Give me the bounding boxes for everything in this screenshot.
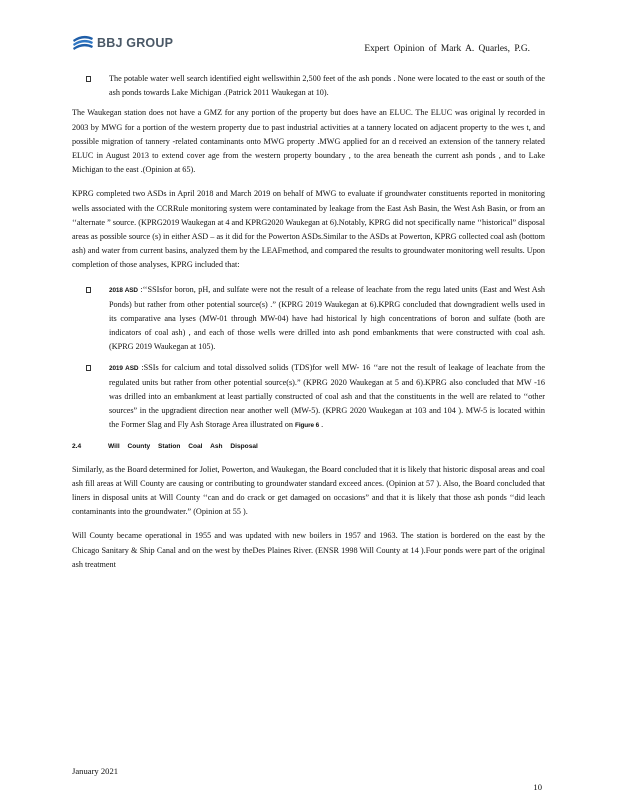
asd-text: :SSIs for calcium and total dissolved solids (TDS)for well MW- 16 ‘‘are not the result of leakage of leachate from the regulated units but rather from other potential source(s).” (KPRG 2020 Waukegan at 5 and 6).KPRG also concluded that MW -16 was drilled into an embankment at least partially constructed of coal ash and that the constituents in the well are related to ‘‘other sources” in the upgradient direction near another well (MW-5). (KPRG 2020 Waukegan at 103 and 104 ). MW-5 is located within the Former Slag and Fly Ash Storage Area illustrated on: [109, 362, 545, 430]
paragraph-eluc: The Waukegan station does not have a GMZ for any portion of the property but does have an ELUC. The ELUC was original ly recorded in 2003 by MWG for a portion of the western property due to past industrial activities at a tannery located on adjacent property to the wes t, and possible migration of tannery -related contaminants onto MWG property .MWG applied for an d received an extension of the tannery related ELUC in August 2013 to extend cover age from the western property boundary , to the area beneath the current ash ponds , and to Lake Michigan to the east .(Opinion at 65).: [72, 108, 545, 175]
document-body: [72, 72, 545, 582]
square-bullet-icon: [86, 76, 91, 82]
square-bullet-icon: [86, 287, 91, 293]
logo-text: BBJ GROUP: [97, 36, 174, 50]
paragraph-will-county-2: Will County became operational in 1955 and was updated with new boilers in 1957 and 1963. The station is bordered on the east by the Chicago Sanitary & Ship Canal and on the west by theDes Plaines River. (ENSR 1998 Will County at 14 ).Four ponds were part of the original ash treatment: [72, 531, 545, 569]
list-item: [72, 361, 545, 434]
asd-text-tail: .: [319, 420, 324, 430]
section-number: 2.4: [72, 442, 82, 450]
footer-date: January 2021: [72, 766, 119, 776]
paragraph-kprg: KPRG completed two ASDs in April 2018 and March 2019 on behalf of MWG to evaluate if groundwater constituents reported in monitoring wells associated with the CCRRule monitoring system were contaminated by leakage from the East Ash Basin, the West Ash Basin, or from an ‘‘alternate ” source. (KPRG2019 Waukegan at 4 and KPRG2020 Waukegan at 6).Notably, KPRG did not specifically name ‘‘historical” disposal areas as possible source (s) in either ASD – as it did for the Powerton ASDs.Similar to the ASDs at Powerton, KPRG collected coal ash (bottom ash) and water from current basins, analyzed them by the LEAFmethod, and compared the results to groundwater monitoring well results. Upon completion of those analyses, KPRG included that:: [72, 189, 545, 270]
section-heading: [72, 440, 545, 454]
asd-label: 2018 ASD: [109, 286, 138, 294]
well-search-list: [72, 72, 545, 100]
bullet-text: The potable water well search identified eight wellswithin 2,500 feet of the ash ponds . None were located to the east or south of the ash ponds towards Lake Michigan .(Patrick 2011 Waukegan at 10).: [109, 74, 545, 98]
document-header-title: Expert Opinion of Mark A. Quarles, P.G.: [364, 44, 530, 54]
square-bullet-icon: [86, 365, 91, 371]
list-item: [72, 72, 545, 100]
bbj-logo-icon: [72, 34, 94, 52]
asd-text: :‘‘SSIsfor boron, pH, and sulfate were not the result of a release of leachate from the regu lated units (East and West Ash Ponds) but rather from other potential source(s) .” (KPRG 2019 Waukegan at 6).KPRG concluded that downgradient wells used in its comparative ana lyses (MW-01 through MW-04) have had historical ly high concentrations of boron and sulfate (both are indicators of coal ash) , and each of those wells were drilled into ash pond embankments that were constructed with coal ash. (KPRG 2019 Waukegan at 105).: [109, 284, 546, 352]
figure-reference: Figure 6: [295, 422, 320, 430]
paragraph-will-county-1: Similarly, as the Board determined for Joliet, Powerton, and Waukegan, the Board concluded that it is likely that historic disposal areas and coal ash fill areas at Will County are causing or contributing to groundwater standard exceed ances. (Opinion at 57 ). Also, the Board concluded that liners in disposal units at Will County ‘‘can and do crack or get damaged on occasions” and that it is likely that those ash ponds ‘‘did leach contaminants into the groundwater.” (Opinion at 55 ).: [72, 464, 545, 517]
page-number: 10: [533, 782, 542, 792]
company-logo: [72, 34, 173, 52]
list-item: [72, 283, 545, 355]
section-title: Will County Station Coal Ash Disposal: [108, 442, 258, 450]
asd-list: [72, 283, 545, 434]
asd-label: 2019 ASD: [109, 364, 139, 372]
